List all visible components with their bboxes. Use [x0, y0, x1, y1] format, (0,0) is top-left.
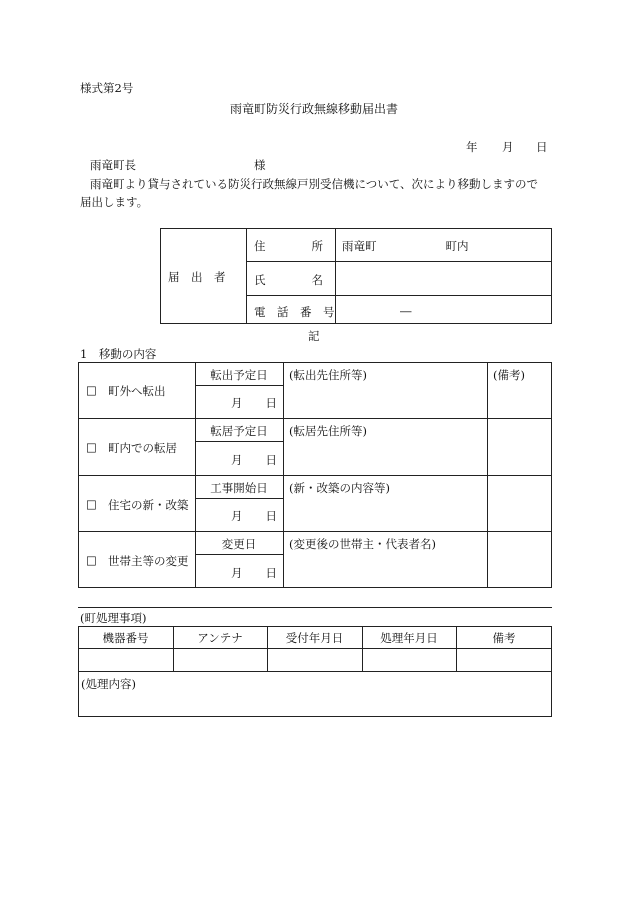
date-value: 月 日	[231, 396, 277, 410]
date-label: 転居予定日	[210, 424, 268, 438]
detail-label: (変更後の世帯主・代表者名)	[289, 537, 436, 551]
processing-label: (処理内容)	[81, 677, 136, 691]
date-value: 月 日	[231, 509, 277, 523]
move-label: 町内での転居	[108, 441, 177, 455]
phone-value: ―	[400, 304, 412, 318]
checkbox-head-change[interactable]: □	[86, 553, 97, 567]
section1-title: 1 移動の内容	[80, 347, 157, 361]
body-text-line1: 雨竜町より貸与されている防災行政無線戸別受信機について、次により移動しますので	[90, 177, 539, 191]
addressee-honorific: 様	[254, 158, 266, 172]
header-remarks: 備考	[492, 631, 516, 645]
header-antenna: アンテナ	[197, 631, 243, 645]
body-text-line2: 届出します。	[80, 195, 149, 209]
header-processed-date: 処理年月日	[380, 631, 438, 645]
checkbox-move-within[interactable]: □	[86, 440, 97, 454]
remark-label: (備考)	[493, 368, 525, 382]
phone-label: 電 話 番 号	[254, 305, 335, 319]
ki-label: 記	[308, 329, 320, 343]
checkbox-move-out[interactable]: □	[86, 383, 97, 397]
date-label: 変更日	[221, 537, 257, 551]
applicant-label: 届 出 者	[168, 270, 226, 284]
date-label: 転出予定日	[210, 368, 268, 382]
date-value: 月 日	[231, 453, 277, 467]
address-value: 雨竜町 町内	[342, 239, 469, 253]
addressee-name: 雨竜町長	[90, 158, 136, 172]
form-number: 様式第2号	[80, 81, 134, 95]
name-label: 氏 名	[254, 273, 323, 287]
detail-label: (転出先住所等)	[289, 368, 367, 382]
date-month: 月	[502, 140, 514, 154]
date-day: 日	[536, 140, 548, 154]
office-title: (町処理事項)	[80, 611, 147, 625]
date-label: 工事開始日	[210, 481, 268, 495]
header-device-number: 機器番号	[102, 631, 149, 645]
move-label: 町外へ転出	[108, 384, 166, 398]
address-label: 住 所	[254, 239, 323, 253]
date-year: 年	[466, 140, 478, 154]
date-value: 月 日	[231, 566, 277, 580]
detail-label: (新・改築の内容等)	[289, 481, 390, 495]
checkbox-rebuild[interactable]: □	[86, 497, 97, 511]
office-divider	[78, 607, 552, 608]
header-received-date: 受付年月日	[285, 631, 344, 645]
detail-label: (転居先住所等)	[289, 424, 367, 438]
move-label: 住宅の新・改築	[108, 498, 189, 512]
move-label: 世帯主等の変更	[108, 554, 189, 568]
page-title: 雨竜町防災行政無線移動届出書	[230, 102, 399, 116]
